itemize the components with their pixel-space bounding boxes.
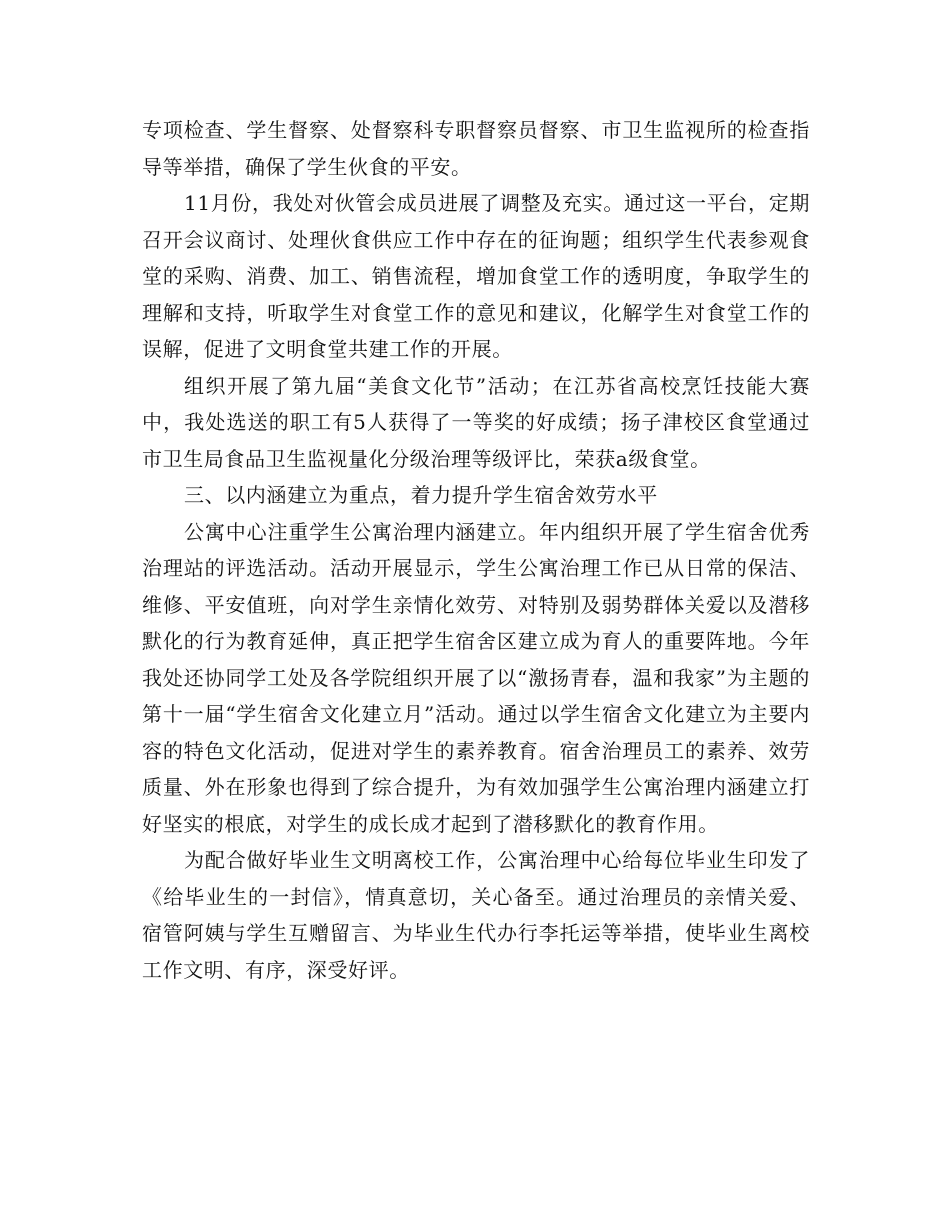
paragraph-graduate-departure: 为配合做好毕业生文明离校工作，公寓治理中心给每位毕业生印发了《给毕业生的一封信》，情真意切，关心备至。通过治理员的亲情关爱、宿管阿姨与学生互赠留言、为毕业生代办行李托运等举措，使毕业生离校工作文明、有序，深受好评。 bbox=[142, 848, 810, 982]
document-body bbox=[142, 112, 810, 988]
section-heading-dormitory: 三、以内涵建立为重点，着力提升学生宿舍效劳水平 bbox=[184, 483, 658, 507]
paragraph-continuation: 专项检查、学生督察、处督察科专职督察员督察、市卫生监视所的检查指导等举措，确保了学生伙食的平安。 bbox=[142, 118, 810, 179]
paragraph-food-festival: 组织开展了第九届“美食文化节”活动；在江苏省高校烹饪技能大赛中，我处选送的职工有5人获得了一等奖的好成绩；扬子津校区食堂通过市卫生局食品卫生监视量化分级治理等级评比，荣获a级食堂。 bbox=[142, 373, 810, 471]
paragraph-committee-adjustment: 11月份，我处对伙管会成员进展了调整及充实。通过这一平台，定期召开会议商讨、处理伙食供应工作中存在的征询题；组织学生代表参观食堂的采购、消费、加工、销售流程，增加食堂工作的透明度，争取学生的理解和支持，听取学生对食堂工作的意见和建议，化解学生对食堂工作的误解，促进了文明食堂共建工作的开展。 bbox=[142, 191, 810, 361]
paragraph-apartment-management: 公寓中心注重学生公寓治理内涵建立。年内组织开展了学生宿舍优秀治理站的评选活动。活动开展显示，学生公寓治理工作已从日常的保洁、维修、平安值班，向对学生亲情化效劳、对特别及弱势群体关爱以及潜移默化的行为教育延伸，真正把学生宿舍区建立成为育人的重要阵地。今年我处还协同学工处及各学院组织开展了以“激扬青春，温和我家”为主题的第十一届“学生宿舍文化建立月”活动。通过以学生宿舍文化建立为主要内容的特色文化活动，促进对学生的素养教育。宿舍治理员工的素养、效劳质量、外在形象也得到了综合提升，为有效加强学生公寓治理内涵建立打好坚实的根底，对学生的成长成才起到了潜移默化的教育作用。 bbox=[142, 519, 810, 836]
